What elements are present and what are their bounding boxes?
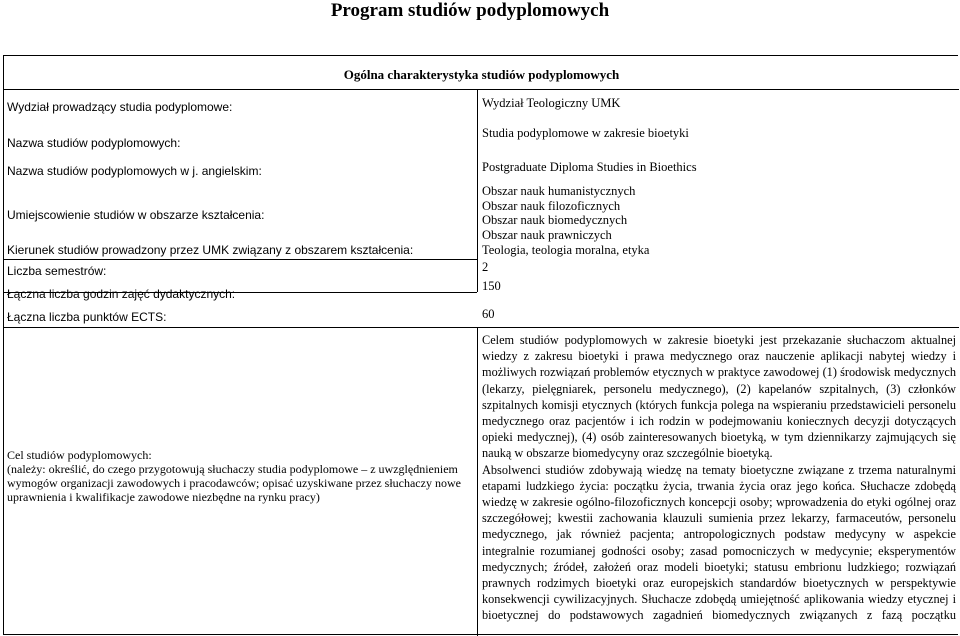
characteristics-table	[3, 55, 958, 635]
name-pl-value: Studia podyplomowe w zakresie bioetyki	[482, 126, 689, 140]
area-value-3: Obszar nauk biomedycznych	[482, 213, 628, 227]
direction-label: Kierunek studiów prowadzony przez UMK związany z obszarem kształcenia:	[7, 243, 414, 257]
semesters-label: Liczba semestrów:	[7, 264, 107, 278]
area-value-2: Obszar nauk filozoficznych	[482, 198, 621, 213]
table-column-divider	[477, 89, 478, 259]
table-divider	[4, 89, 959, 90]
area-value-4: Obszar nauk prawniczych	[482, 227, 612, 242]
table-column-divider	[477, 327, 478, 636]
faculty-value: Wydział Teologiczny UMK	[482, 96, 621, 110]
aim-description	[482, 332, 956, 624]
name-pl-label: Nazwa studiów podyplomowych:	[7, 136, 181, 150]
direction-value: Teologia, teologia moralna, etyka	[482, 243, 650, 257]
area-label: Umiejscowienie studiów w obszarze kształcenia:	[7, 208, 265, 222]
page-title: Program studiów podyplomowych	[330, 0, 610, 21]
ects-value: 60	[482, 307, 495, 321]
name-en-label: Nazwa studiów podyplomowych w j. angielskim:	[7, 164, 262, 178]
semesters-value: 2	[482, 260, 489, 274]
hours-value: 150	[482, 279, 501, 293]
table-column-divider	[477, 259, 478, 292]
faculty-label: Wydział prowadzący studia podyplomowe:	[7, 100, 233, 114]
aim-label-hint: (należy: określić, do czego przygotowują słuchaczy studia podyplomowe – z uwzględnieniem wymogów organizacji zawodowych i pracodawców; opisać uzyskiwane przez słuchaczy nowe uprawnienia i kwalifikacje zawodowe niezbędne na rynku pracy)	[7, 462, 461, 504]
aim-label	[7, 448, 477, 504]
table-divider	[4, 259, 477, 260]
area-value-1: Obszar nauk humanistycznych	[482, 184, 636, 198]
aim-paragraph-1: Celem studiów podyplomowych w zakresie bioetyki jest przekazanie słuchaczom aktualnej wiedzy z zakresu bioetyki i prawa medycznego oraz nauczenie aplikacji nabytej wiedzy i możliwych rozwiązań problemów etycznych w praktyce zawodowej (1) środowisk medycznych (lekarzy, pielęgniarek, personelu medycznego), (2) kapelanów szpitalnych, (3) członków szpitalnych komisji etycznych (których funkcja polega na wspieraniu przedstawicieli personelu medycznego oraz pacjentów i ich rodzin w podejmowaniu koniecznych decyzji dotyczących opieki medycznej), (4) osób zainteresowanych bioetyką, w tym dziennikarzy zajmujących się nauką w obszarze biomedycyny oraz szczególnie bioetyką.	[482, 333, 956, 461]
hours-label: Łączna liczba godzin zajęć dydaktycznych:	[7, 287, 236, 301]
aim-label-title: Cel studiów podyplomowych:	[7, 448, 152, 462]
ects-label: Łączna liczba punktów ECTS:	[7, 310, 167, 324]
aim-paragraph-2: Absolwenci studiów zdobywają wiedzę na tematy bioetyczne związane z trzema naturalnymi etapami ludzkiego życia: początku życia, trwania życia oraz jego końca. Słuchacze zdobędą wiedzę w zakresie ogólno-filozoficznych koncepcji osoby; wprowadzenia do etyki ogólnej oraz szczegółowej; kwestii zachowania klauzuli sumienia przez lekarzy, farmaceutów, personelu medycznego, jak również pacjenta; antropologicznych podstaw medycyny w aspekcie integralnie rozumianej godności osoby; zasad pomocniczych w medycynie; eksperymentów medycznych; źródeł, założeń oraz modeli bioetyki; statusu embrionu ludzkiego; rozwiązań prawnych rodzimych bioetyki oraz europejskich standardów bioetycznych w perspektywie konsekwencji cywilizacyjnych. Słuchacze zdobędą umiejętność aplikowania wiedzy etycznej i bioetycznej do podstawowych zagadnień biomedycznych związanych z fazą początku	[482, 462, 956, 623]
section-title: Ogólna charakterystyka studiów podyplomowych	[343, 67, 620, 82]
name-en-value: Postgraduate Diploma Studies in Bioethics	[482, 160, 697, 174]
table-divider	[4, 327, 959, 328]
